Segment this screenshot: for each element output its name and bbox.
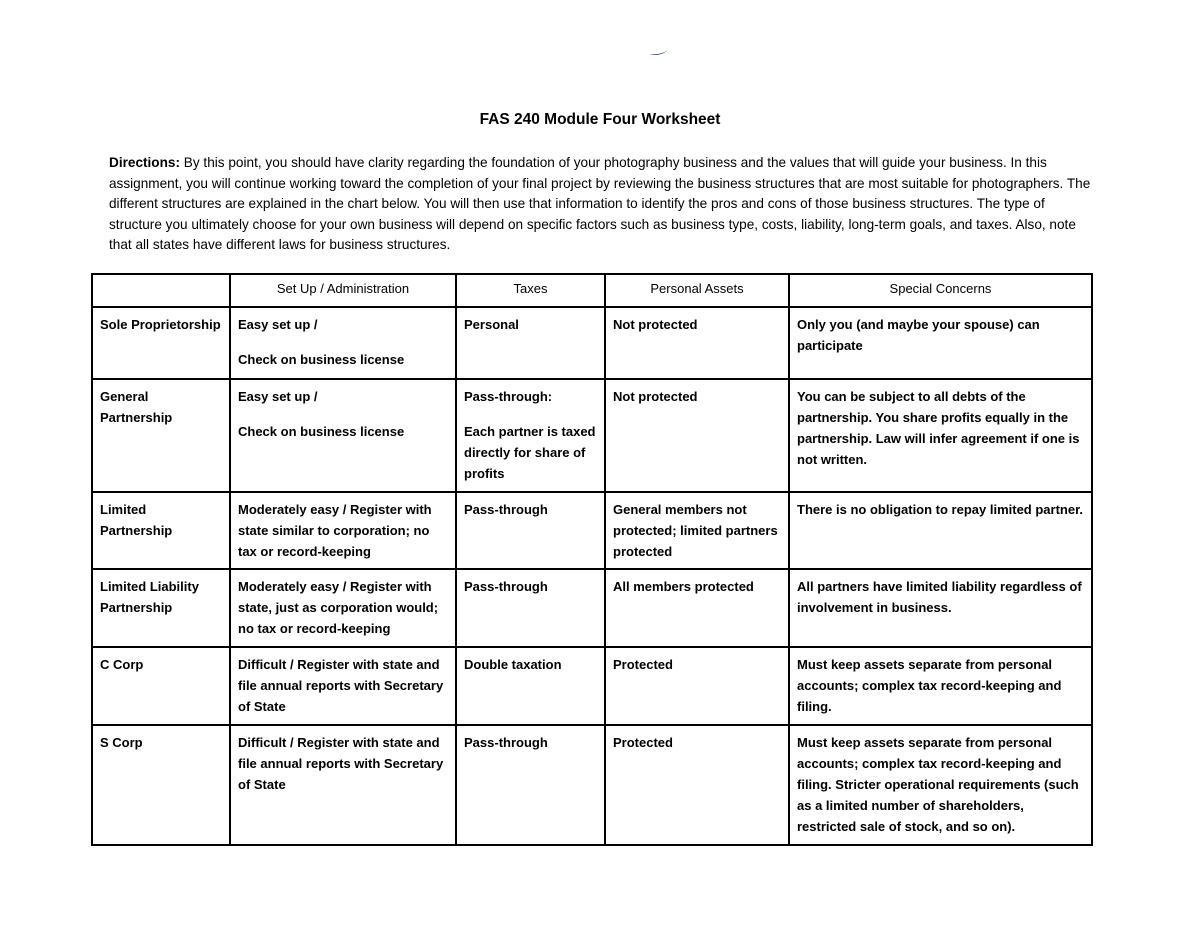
setup-cell [230, 379, 456, 492]
setup-cell [230, 307, 456, 379]
table-row [92, 492, 1092, 569]
concerns-cell: There is no obligation to repay limited partner. [789, 492, 1092, 569]
structure-cell: Limited Partnership [92, 492, 230, 569]
concerns-cell: You can be subject to all debts of the partnership. You share profits equally in the partnership. Law will infer agreement if one is not written. [789, 379, 1092, 492]
taxes-cell [456, 569, 605, 647]
table-row [92, 725, 1092, 845]
table-row [92, 569, 1092, 647]
assets-cell: General members not protected; limited partners protected [605, 492, 789, 569]
taxes-line: Each partner is taxed directly for share of profits [464, 424, 596, 481]
taxes-cell [456, 725, 605, 845]
structure-cell: S Corp [92, 725, 230, 845]
page-title: FAS 240 Module Four Worksheet [479, 111, 721, 128]
swoosh-logo-icon [648, 44, 672, 58]
setup-line: Moderately easy / Register with state similar to corporation; no tax or record-keeping [238, 502, 432, 559]
setup-line: Check on business license [238, 424, 405, 439]
header-cell-taxes: Taxes [456, 274, 605, 307]
structure-cell: Limited Liability Partnership [92, 569, 230, 647]
assets-cell: Protected [605, 725, 789, 845]
header-cell-concerns: Special Concerns [789, 274, 1092, 307]
directions-paragraph [109, 153, 1094, 256]
table-row [92, 379, 1092, 492]
table-row [92, 647, 1092, 725]
setup-line: Easy set up / [238, 389, 318, 404]
setup-cell [230, 647, 456, 725]
setup-line: Difficult / Register with state and file annual reports with Secretary of State [238, 657, 444, 714]
assets-cell: Not protected [605, 379, 789, 492]
structure-cell: Sole Proprietorship [92, 307, 230, 379]
assets-cell: Not protected [605, 307, 789, 379]
taxes-cell [456, 647, 605, 725]
assets-cell: Protected [605, 647, 789, 725]
taxes-cell [456, 379, 605, 492]
taxes-line: Personal [464, 317, 519, 332]
taxes-cell [456, 307, 605, 379]
setup-line: Moderately easy / Register with state, just as corporation would; no tax or record-keeping [238, 579, 439, 636]
setup-line: Check on business license [238, 352, 405, 367]
taxes-line: Double taxation [464, 657, 562, 672]
taxes-line: Pass-through [464, 579, 548, 594]
table-row [92, 307, 1092, 379]
business-structures-table [91, 273, 1093, 846]
concerns-cell: Only you (and maybe your spouse) can participate [789, 307, 1092, 379]
table-header-row [92, 274, 1092, 307]
concerns-cell: Must keep assets separate from personal accounts; complex tax record-keeping and filing. [789, 647, 1092, 725]
setup-cell [230, 492, 456, 569]
structure-cell: General Partnership [92, 379, 230, 492]
header-cell-setup: Set Up / Administration [230, 274, 456, 307]
structure-cell: C Corp [92, 647, 230, 725]
taxes-line: Pass-through [464, 735, 548, 750]
setup-cell [230, 569, 456, 647]
concerns-cell: Must keep assets separate from personal accounts; complex tax record-keeping and filing. Stricter operational requirements (such as a limited number of shareholders, restricted sale of stock, and so on). [789, 725, 1092, 845]
taxes-line: Pass-through [464, 502, 548, 517]
assets-cell: All members protected [605, 569, 789, 647]
setup-line: Difficult / Register with state and file annual reports with Secretary of State [238, 735, 444, 792]
header-cell-assets: Personal Assets [605, 274, 789, 307]
setup-line: Easy set up / [238, 317, 318, 332]
taxes-line: Pass-through: [464, 389, 553, 404]
directions-text: By this point, you should have clarity regarding the foundation of your photography business and the values that will guide your business. In this assignment, you will continue working toward the completion of your final project by reviewing the business structures that are most suitable for photographers. The different structures are explained in the chart below. You will then use that information to identify the pros and cons of those business structures. The type of structure you ultimately choose for your own business will depend on specific factors such as business type, costs, liability, long-term goals, and taxes. Also, note that all states have different laws for business structures. [109, 155, 1091, 252]
setup-cell [230, 725, 456, 845]
directions-label: Directions: [109, 155, 181, 170]
header-cell-empty [92, 274, 230, 307]
taxes-cell [456, 492, 605, 569]
concerns-cell: All partners have limited liability regardless of involvement in business. [789, 569, 1092, 647]
